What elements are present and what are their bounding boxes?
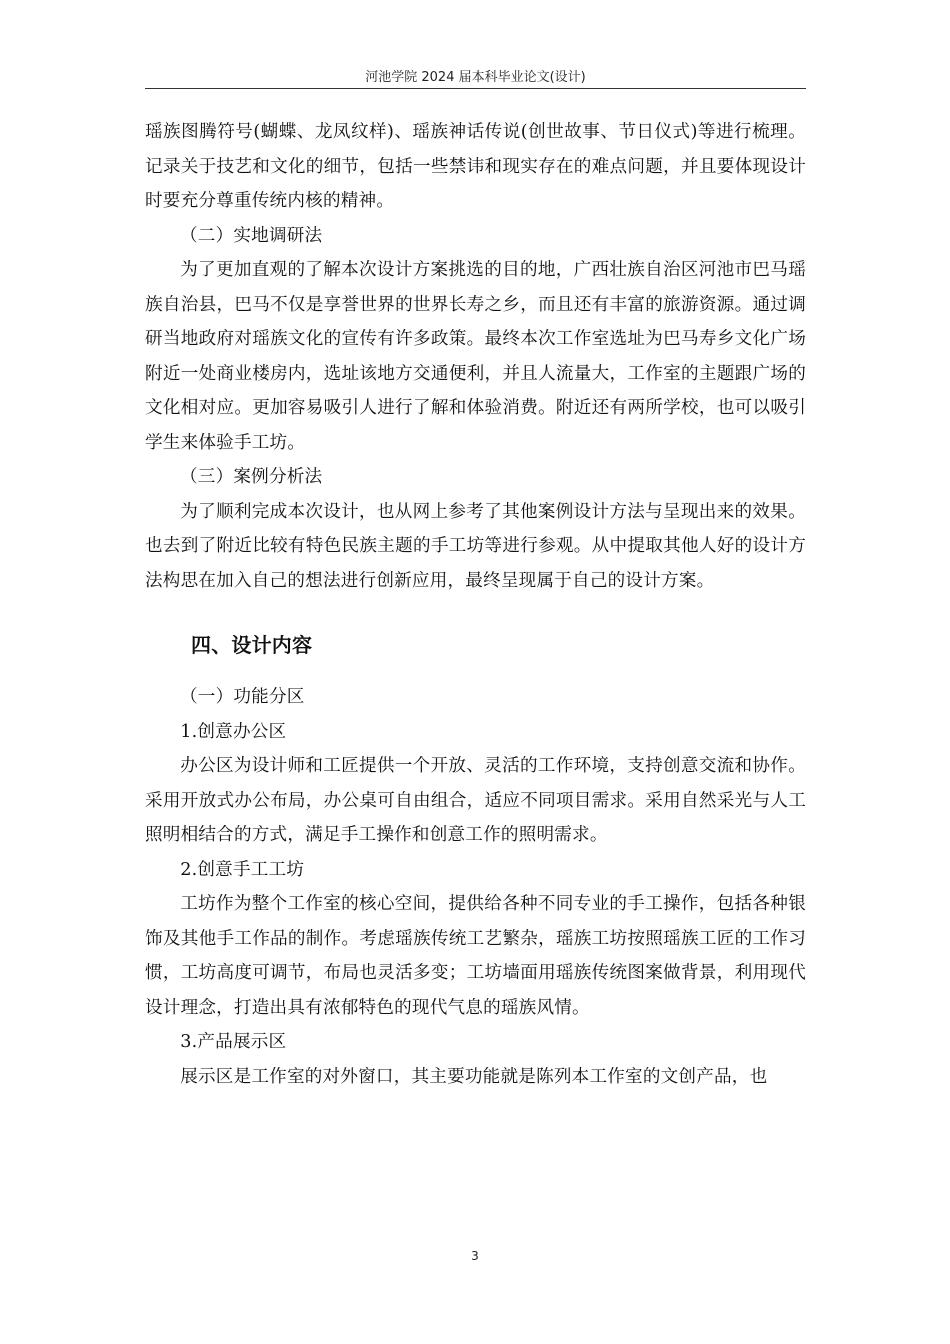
page-number: 3 bbox=[471, 1249, 479, 1263]
paragraph-field-research: 为了更加直观的了解本次设计方案挑选的目的地，广西壮族自治区河池市巴马瑶族自治县，巴马不仅是享誉世界的世界长寿之乡，而且还有丰富的旅游资源。通过调研当地政府对瑶族文化的宣传有许多政策。最终本次工作室选址为巴马寿乡文化广场附近一处商业楼房内，选址该地方交通便利，并且人流量大，工作室的主题跟广场的文化相对应。更加容易吸引人进行了解和体验消费。附近还有两所学校，也可以吸引学生来体验手工坊。 bbox=[145, 260, 806, 453]
subheading-field-research: （二）实地调研法 bbox=[180, 225, 323, 246]
item-heading-office: 1.创意办公区 bbox=[180, 721, 287, 742]
subheading-case-analysis: （三）案例分析法 bbox=[180, 467, 323, 487]
paragraph-case-analysis: 为了顺利完成本次设计，也从网上参考了其他案例设计方法与呈现出来的效果。也去到了附近比较有特色民族主题的手工坊等进行参观。从中提取其他人好的设计方法构思在加入自己的想法进行创新应用，最终呈现属于自己的设计方案。 bbox=[145, 501, 806, 591]
item-heading-workshop: 2.创意手工工坊 bbox=[180, 859, 305, 880]
paragraph-continued: 瑶族图腾符号(蝴蝶、龙凤纹样)、瑶族神话传说(创世故事、节日仪式)等进行梳理。记录关于技艺和文化的细节，包括一些禁讳和现实存在的难点问题，并且要体现设计时要充分尊重传统内核的精神。 bbox=[145, 122, 806, 211]
subheading-functional-zones: （一）功能分区 bbox=[180, 687, 305, 707]
section-heading-design-content: 四、设计内容 bbox=[191, 633, 313, 657]
paragraph-showroom: 展示区是工作室的对外窗口，其主要功能就是陈列本工作室的文创产品，也 bbox=[180, 1066, 768, 1087]
paragraph-office: 办公区为设计师和工匠提供一个开放、灵活的工作环境，支持创意交流和协作。采用开放式办公布局，办公桌可自由组合，适应不同项目需求。采用自然采光与人工照明相结合的方式，满足手工操作和创意工作的照明需求。 bbox=[145, 756, 806, 845]
running-header: 河池学院 2024 届本科毕业论文(设计) bbox=[365, 70, 586, 85]
paragraph-workshop: 工坊作为整个工作室的核心空间，提供给各种不同专业的手工操作，包括各种银饰及其他手工作品的制作。考虑瑶族传统工艺繁杂，瑶族工坊按照瑶族工匠的工作习惯，工坊高度可调节，布局也灵活多变；工坊墙面用瑶族传统图案做背景，利用现代设计理念，打造出具有浓郁特色的现代气息的瑶族风情。 bbox=[145, 894, 806, 1018]
header-rule bbox=[145, 88, 806, 89]
body-text bbox=[145, 115, 806, 1094]
item-heading-showroom: 3.产品展示区 bbox=[180, 1032, 287, 1052]
